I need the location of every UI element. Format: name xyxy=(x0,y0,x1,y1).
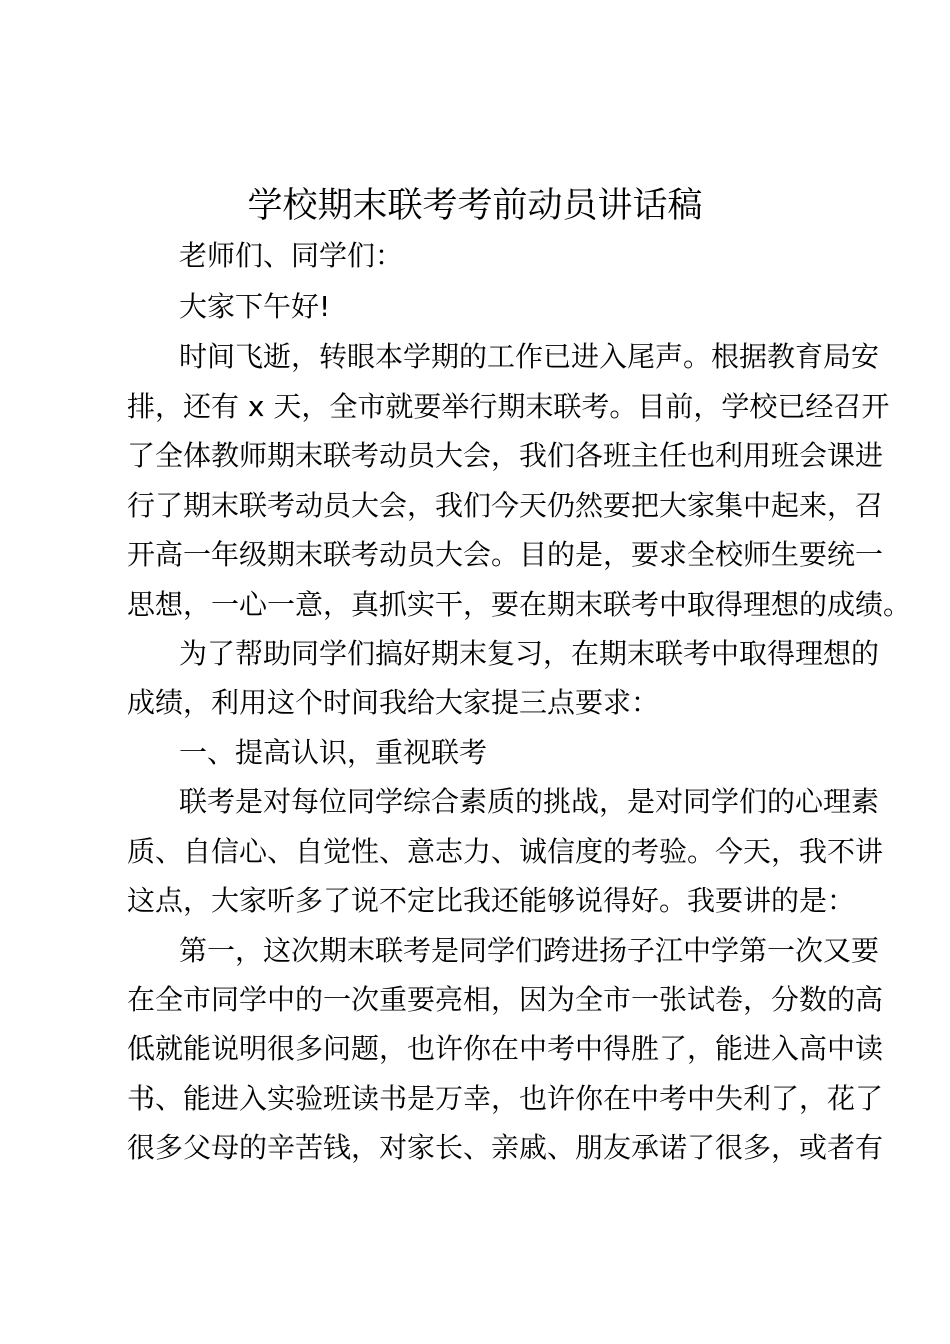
paragraph-line: 为了帮助同学们搞好期末复习，在期末联考中取得理想的 xyxy=(179,637,880,670)
document-title: 学校期末联考考前动员讲话稿 xyxy=(247,186,703,226)
paragraph-line: 了全体教师期末联考动员大会，我们各班主任也利用班会课进 xyxy=(127,439,884,472)
section-heading: 一、提高认识，重视联考 xyxy=(179,736,488,769)
paragraph-line: 书、能进入实验班读书是万幸，也许你在中考中失利了，花了 xyxy=(127,1082,884,1115)
greeting: 大家下午好! xyxy=(179,290,331,323)
paragraph-line: 思想，一心一意，真抓实干，要在期末联考中取得理想的成绩。 xyxy=(127,588,912,621)
paragraph-line: 成绩，利用这个时间我给大家提三点要求： xyxy=(127,686,660,719)
paragraph-line: 低就能说明很多问题，也许你在中考中得胜了，能进入高中读 xyxy=(127,1032,884,1065)
paragraph-line: 排，还有 x 天，全市就要举行期末联考。目前，学校已经召开 xyxy=(127,390,890,423)
salutation: 老师们、同学们： xyxy=(179,239,404,272)
paragraph-line: 时间飞逝，转眼本学期的工作已进入尾声。根据教育局安 xyxy=(179,340,880,373)
paragraph-line: 在全市同学中的一次重要亮相，因为全市一张试卷，分数的高 xyxy=(127,983,884,1016)
paragraph-line: 联考是对每位同学综合素质的挑战，是对同学们的心理素 xyxy=(179,785,880,818)
paragraph-line: 第一，这次期末联考是同学们跨进扬子江中学第一次又要 xyxy=(179,934,880,967)
paragraph-line: 这点，大家听多了说不定比我还能够说得好。我要讲的是： xyxy=(127,884,856,917)
paragraph-line: 行了期末联考动员大会，我们今天仍然要把大家集中起来，召 xyxy=(127,489,884,522)
paragraph-line: 很多父母的辛苦钱，对家长、亲戚、朋友承诺了很多，或者有 xyxy=(127,1131,884,1164)
paragraph-line: 开高一年级期末联考动员大会。目的是，要求全校师生要统一 xyxy=(127,538,884,571)
paragraph-line: 质、自信心、自觉性、意志力、诚信度的考验。今天，我不讲 xyxy=(127,835,884,868)
